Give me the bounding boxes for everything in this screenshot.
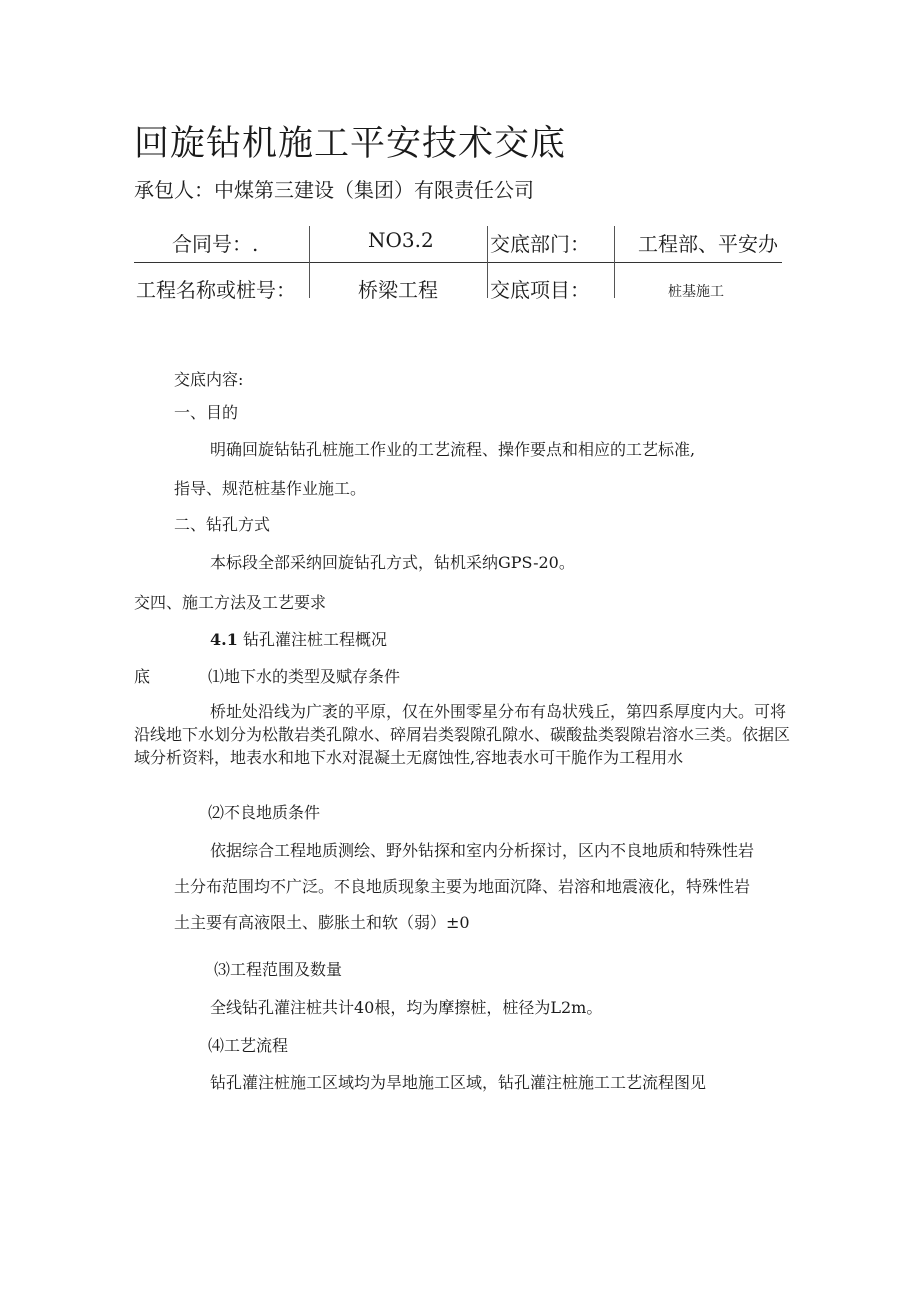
table-divider <box>134 262 782 263</box>
section-1-title: 一、目的 <box>174 403 239 422</box>
subsection-1-paragraph: 桥址处沿线为广袤的平原，仅在外围零星分布有岛状残丘，第四系厚度内大。可将沿线地下水划分为松散岩类孔隙水、碎屑岩类裂隙孔隙水、碳酸盐类裂隙岩溶水三类。依据区域分析资料，地表水和地下水对混凝土无腐蚀性,容地表水可干脆作为工程用水 <box>134 702 791 767</box>
margin-character: 底 <box>134 667 151 686</box>
section-4-title: 交四、施工方法及工艺要求 <box>134 593 327 612</box>
subsection-1-title: ⑴地下水的类型及赋存条件 <box>208 667 401 686</box>
project-name-label: 工程名称或桩号： <box>136 278 296 302</box>
subsection-2-line2: 土分布范围均不广泛。不良地质现象主要为地面沉降、岩溶和地震液化，特殊性岩 <box>174 877 751 896</box>
contract-no-value: NO3.2 <box>368 228 434 252</box>
project-name-value: 桥梁工程 <box>358 278 438 302</box>
section-2-title: 二、钻孔方式 <box>174 515 271 534</box>
section-4-1-title: 钻孔灌注桩工程概况 <box>242 630 387 649</box>
subsection-3-text: 全线钻孔灌注桩共计40根，均为摩擦桩，桩径为L2m。 <box>210 998 603 1017</box>
item-label: 交底项目： <box>490 278 590 302</box>
document-title: 回旋钻机施工平安技术交底 <box>134 124 567 164</box>
column-divider <box>309 226 310 298</box>
column-divider <box>614 226 615 298</box>
contract-no-label: 合同号：. <box>172 232 259 256</box>
department-label: 交底部门： <box>490 232 590 256</box>
department-value: 工程部、平安办 <box>638 232 778 256</box>
subsection-2-title: ⑵不良地质条件 <box>208 803 321 822</box>
item-value: 桩基施工 <box>668 284 724 300</box>
section-1-text-line2: 指导、规范桩基作业施工。 <box>174 479 367 498</box>
subsection-4-text: 钻孔灌注桩施工区域均为旱地施工区域，钻孔灌注桩施工工艺流程图见 <box>210 1073 707 1092</box>
section-1-text-line1: 明确回旋钻钻孔桩施工作业的工艺流程、操作要点和相应的工艺标准, <box>210 440 696 459</box>
subsection-2-line1: 依据综合工程地质测绘、野外钻探和室内分析探讨，区内不良地质和特殊性岩 <box>210 841 755 860</box>
subsection-2-line3: 土主要有高液限土、膨胀土和软（弱）±0 <box>174 913 470 932</box>
content-heading: 交底内容: <box>174 370 244 389</box>
section-4-1-number: 4.1 <box>210 630 238 649</box>
subsection-3-title: ⑶工程范围及数量 <box>214 960 343 979</box>
column-divider <box>487 226 488 298</box>
subsection-4-title: ⑷工艺流程 <box>208 1036 289 1055</box>
section-4-1-heading <box>210 627 387 650</box>
section-2-text: 本标段全部采纳回旋钻孔方式，钻机采纳GPS-20。 <box>210 553 575 572</box>
contractor-line: 承包人：中煤第三建设（集团）有限责任公司 <box>134 178 534 202</box>
